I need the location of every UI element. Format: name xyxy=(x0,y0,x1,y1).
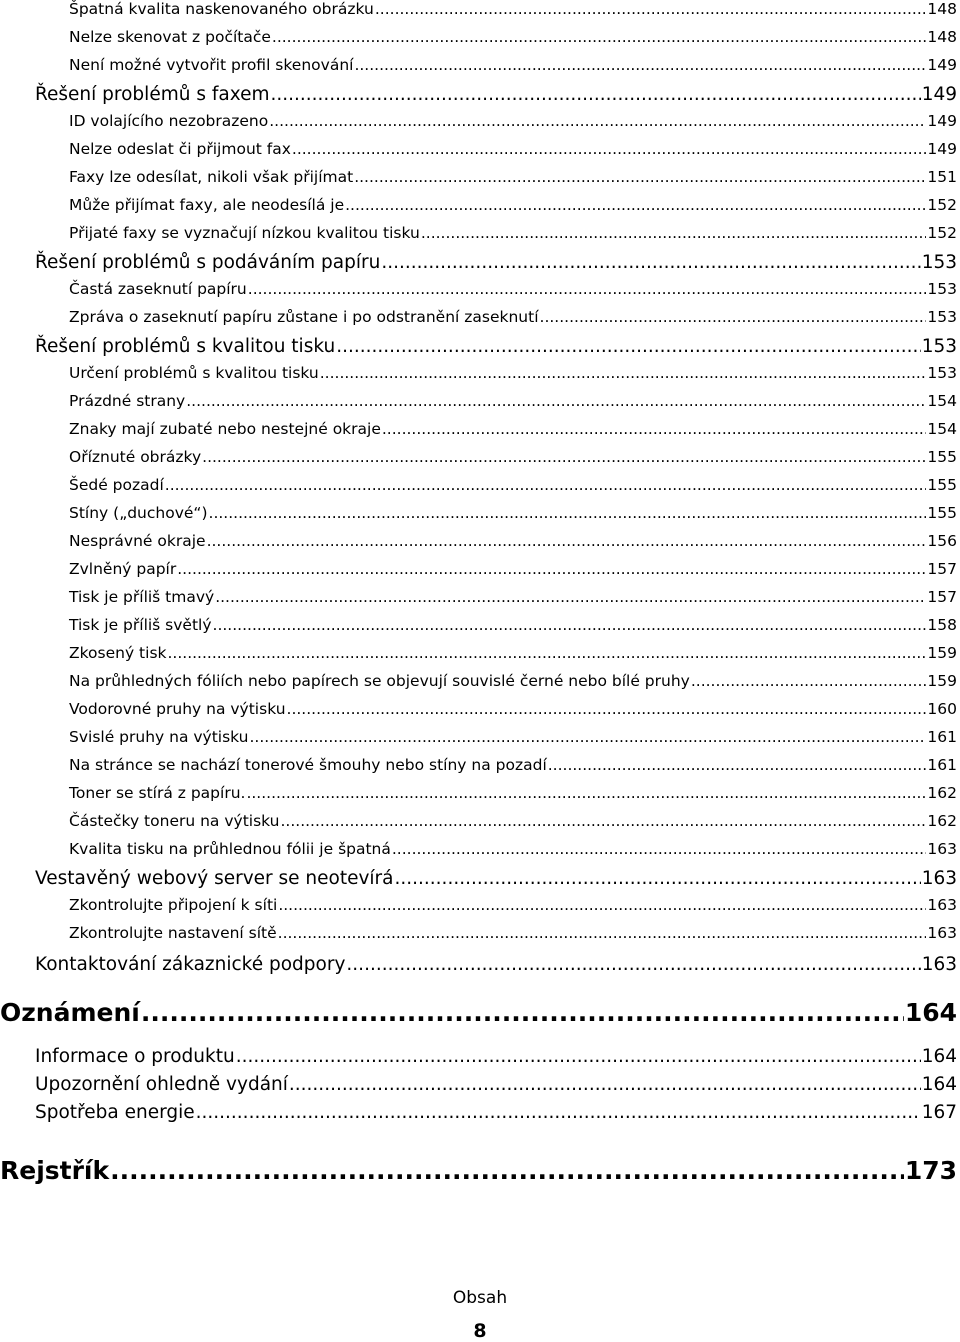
toc-dot-leader xyxy=(165,478,927,494)
toc-entry-title: Zkontrolujte připojení k síti xyxy=(69,896,278,914)
toc-entry-title: Upozornění ohledně vydání xyxy=(35,1074,288,1095)
toc-dot-leader xyxy=(168,646,927,662)
toc-subsection-entry[interactable] xyxy=(0,562,960,586)
toc-entry-title: Na stránce se nachází tonerové šmouhy nebo stíny na pozadí xyxy=(69,756,547,774)
toc-section-entry[interactable] xyxy=(0,1104,960,1132)
toc-subsection-entry[interactable] xyxy=(0,618,960,642)
toc-entry-title: Přijaté faxy se vyznačují nízkou kvalitou tisku xyxy=(69,224,420,242)
toc-entry-page-number: 162 xyxy=(927,812,957,830)
toc-dot-leader xyxy=(292,142,927,158)
toc-entry-title: Znaky mají zubaté nebo nestejné okraje xyxy=(69,420,381,438)
toc-subsection-entry[interactable] xyxy=(0,58,960,82)
footer-page-number: 8 xyxy=(473,1320,487,1342)
toc-entry-title: Zpráva o zaseknutí papíru zůstane i po odstranění zaseknutí xyxy=(69,308,539,326)
toc-subsection-entry[interactable] xyxy=(0,702,960,726)
toc-entry-title: Určení problémů s kvalitou tisku xyxy=(69,364,319,382)
toc-dot-leader xyxy=(381,254,920,273)
toc-subsection-entry[interactable] xyxy=(0,226,960,250)
toc-entry-page-number: 148 xyxy=(927,0,957,18)
toc-entry-title: Nelze skenovat z počítače xyxy=(69,28,271,46)
toc-entry-title: Zkosený tisk xyxy=(69,644,167,662)
toc-entry-title: Šedé pozadí xyxy=(69,476,164,494)
toc-entry-title: Spotřeba energie xyxy=(35,1102,195,1123)
toc-entry-page-number: 149 xyxy=(927,112,957,130)
toc-entry-title: Informace o produktu xyxy=(35,1046,235,1067)
toc-subsection-entry[interactable] xyxy=(0,394,960,418)
toc-dot-leader xyxy=(110,1158,904,1183)
toc-entry-page-number: 155 xyxy=(927,504,957,522)
toc-entry-page-number: 153 xyxy=(927,364,957,382)
toc-section-entry[interactable] xyxy=(0,956,960,984)
toc-entry-page-number: 157 xyxy=(927,560,957,578)
toc-entry-page-number: 167 xyxy=(921,1102,957,1123)
toc-entry-title: Zvlněný papír xyxy=(69,560,177,578)
toc-dot-leader xyxy=(177,562,926,578)
toc-subsection-entry[interactable] xyxy=(0,590,960,614)
toc-entry-title: Není možné vytvořit profil skenování xyxy=(69,56,354,74)
toc-dot-leader xyxy=(248,282,927,298)
toc-subsection-entry[interactable] xyxy=(0,646,960,670)
toc-entry-title: Řešení problémů s podáváním papíru xyxy=(35,252,381,273)
toc-entry-page-number: 155 xyxy=(927,476,957,494)
toc-entry-title: Stíny („duchové“) xyxy=(69,504,208,522)
toc-dot-leader xyxy=(186,394,926,410)
toc-entry-title: Oříznuté obrázky xyxy=(69,448,202,466)
toc-dot-leader xyxy=(336,338,920,357)
toc-section-entry[interactable] xyxy=(0,870,960,898)
toc-entry-page-number: 161 xyxy=(927,756,957,774)
toc-subsection-entry[interactable] xyxy=(0,898,960,922)
toc-subsection-entry[interactable] xyxy=(0,2,960,26)
toc-dot-leader xyxy=(345,198,926,214)
toc-subsection-entry[interactable] xyxy=(0,674,960,698)
toc-entry-page-number: 149 xyxy=(927,140,957,158)
toc-dot-leader xyxy=(421,226,927,242)
toc-entry-page-number: 149 xyxy=(921,84,957,105)
toc-dot-leader xyxy=(196,1104,921,1123)
toc-entry-title: Prázdné strany xyxy=(69,392,186,410)
toc-entry-title: Tisk je příliš tmavý xyxy=(69,588,215,606)
toc-entry-title: Vodorovné pruhy na výtisku xyxy=(69,700,286,718)
toc-entry-title: Svislé pruhy na výtisku xyxy=(69,728,249,746)
toc-entry-page-number: 149 xyxy=(927,56,957,74)
toc-subsection-entry[interactable] xyxy=(0,506,960,530)
toc-entry-page-number: 153 xyxy=(921,252,957,273)
toc-entry-page-number: 154 xyxy=(927,392,957,410)
toc-dot-leader xyxy=(354,170,926,186)
toc-entry-page-number: 153 xyxy=(921,336,957,357)
toc-entry-page-number: 151 xyxy=(927,168,957,186)
toc-dot-leader xyxy=(269,114,926,130)
toc-entry-page-number: 164 xyxy=(921,1074,957,1095)
toc-dot-leader xyxy=(209,506,927,522)
toc-dot-leader xyxy=(287,702,927,718)
toc-entry-page-number: 163 xyxy=(921,954,957,975)
toc-dot-leader xyxy=(320,366,927,382)
toc-entry-title: Může přijímat faxy, ale neodesílá je xyxy=(69,196,345,214)
toc-entry-page-number: 152 xyxy=(927,196,957,214)
toc-subsection-entry[interactable] xyxy=(0,786,960,810)
toc-dot-leader xyxy=(691,674,927,690)
toc-entry-page-number: 160 xyxy=(927,700,957,718)
toc-subsection-entry[interactable] xyxy=(0,114,960,138)
toc-dot-leader xyxy=(246,786,926,802)
toc-entry-title: Řešení problémů s faxem xyxy=(35,84,270,105)
toc-entry-title: Faxy lze odesílat, nikoli však přijímat xyxy=(69,168,354,186)
toc-subsection-entry[interactable] xyxy=(0,450,960,474)
toc-subsection-entry[interactable] xyxy=(0,30,960,54)
toc-entry-title: Kontaktování zákaznické podpory xyxy=(35,954,346,975)
toc-entry-title: Řešení problémů s kvalitou tisku xyxy=(35,336,336,357)
toc-entry-title: Častá zaseknutí papíru xyxy=(69,280,247,298)
toc-subsection-entry[interactable] xyxy=(0,758,960,782)
toc-dot-leader xyxy=(250,730,927,746)
toc-section-entry[interactable] xyxy=(0,254,960,282)
toc-dot-leader xyxy=(540,310,927,326)
toc-dot-leader xyxy=(207,534,927,550)
toc-dot-leader xyxy=(289,1076,921,1095)
toc-chapter-entry[interactable] xyxy=(0,1158,960,1196)
toc-entry-page-number: 152 xyxy=(927,224,957,242)
toc-dot-leader xyxy=(354,58,926,74)
toc-entry-page-number: 163 xyxy=(927,840,957,858)
toc-entry-page-number: 154 xyxy=(927,420,957,438)
toc-entry-title: Oznámení xyxy=(0,998,140,1027)
toc-entry-page-number: 164 xyxy=(904,998,957,1027)
toc-entry-page-number: 153 xyxy=(927,280,957,298)
toc-entry-title: Tisk je příliš světlý xyxy=(69,616,212,634)
toc-entry-title: Zkontrolujte nastavení sítě xyxy=(69,924,277,942)
toc-subsection-entry[interactable] xyxy=(0,198,960,222)
footer-section-label: Obsah xyxy=(452,1288,508,1308)
toc-subsection-entry[interactable] xyxy=(0,422,960,446)
toc-entry-page-number: 153 xyxy=(927,308,957,326)
toc-entry-title: Kvalita tisku na průhlednou fólii je špatná xyxy=(69,840,391,858)
toc-entry-title: ID volajícího nezobrazeno xyxy=(69,112,269,130)
toc-section-entry[interactable] xyxy=(0,338,960,366)
toc-dot-leader xyxy=(236,1048,921,1067)
toc-entry-title: Nesprávné okraje xyxy=(69,532,206,550)
toc-dot-leader xyxy=(278,926,927,942)
toc-entry-page-number: 156 xyxy=(927,532,957,550)
toc-dot-leader xyxy=(382,422,927,438)
toc-dot-leader xyxy=(213,618,927,634)
toc-dot-leader xyxy=(395,870,921,889)
toc-dot-leader xyxy=(141,1000,904,1025)
toc-entry-page-number: 162 xyxy=(927,784,957,802)
toc-chapter-entry[interactable] xyxy=(0,1000,960,1038)
toc-dot-leader xyxy=(280,814,926,830)
toc-subsection-entry[interactable] xyxy=(0,282,960,306)
toc-entry-title: Částečky toneru na výtisku xyxy=(69,812,280,830)
toc-entry-page-number: 157 xyxy=(927,588,957,606)
toc-entry-page-number: 159 xyxy=(927,644,957,662)
toc-section-entry[interactable] xyxy=(0,86,960,114)
toc-dot-leader xyxy=(215,590,926,606)
toc-entry-page-number: 163 xyxy=(921,868,957,889)
toc-entry-page-number: 148 xyxy=(927,28,957,46)
toc-dot-leader xyxy=(272,30,927,46)
toc-entry-title: Špatná kvalita naskenovaného obrázku xyxy=(69,0,374,18)
toc-entry-title: Na průhledných fóliích nebo papírech se objevují souvislé černé nebo bílé pruhy xyxy=(69,672,690,690)
toc-subsection-entry[interactable] xyxy=(0,926,960,950)
toc-subsection-entry[interactable] xyxy=(0,534,960,558)
toc-subsection-entry[interactable] xyxy=(0,842,960,866)
toc-dot-leader xyxy=(548,758,927,774)
toc-subsection-entry[interactable] xyxy=(0,366,960,390)
toc-entry-title: Rejstřík xyxy=(0,1156,110,1185)
toc-subsection-entry[interactable] xyxy=(0,170,960,194)
toc-entry-title: Toner se stírá z papíru. xyxy=(69,784,246,802)
toc-subsection-entry[interactable] xyxy=(0,478,960,502)
toc-entry-page-number: 164 xyxy=(921,1046,957,1067)
toc-entry-page-number: 158 xyxy=(927,616,957,634)
toc-entry-page-number: 159 xyxy=(927,672,957,690)
toc-subsection-entry[interactable] xyxy=(0,814,960,838)
toc-subsection-entry[interactable] xyxy=(0,310,960,334)
toc-dot-leader xyxy=(270,86,920,105)
toc-subsection-entry[interactable] xyxy=(0,142,960,166)
toc-section-entry[interactable] xyxy=(0,1048,960,1076)
toc-entry-page-number: 173 xyxy=(904,1156,957,1185)
toc-entry-page-number: 161 xyxy=(927,728,957,746)
toc-section-entry[interactable] xyxy=(0,1076,960,1104)
toc-entry-page-number: 163 xyxy=(927,924,957,942)
toc-dot-leader xyxy=(202,450,926,466)
toc-entry-page-number: 155 xyxy=(927,448,957,466)
toc-subsection-entry[interactable] xyxy=(0,730,960,754)
toc-dot-leader xyxy=(278,898,926,914)
toc-dot-leader xyxy=(375,2,927,18)
toc-entry-page-number: 163 xyxy=(927,896,957,914)
toc-dot-leader xyxy=(346,956,920,975)
toc-entry-title: Nelze odeslat či přijmout fax xyxy=(69,140,291,158)
toc-entry-title: Vestavěný webový server se neotevírá xyxy=(35,868,394,889)
toc-dot-leader xyxy=(392,842,927,858)
